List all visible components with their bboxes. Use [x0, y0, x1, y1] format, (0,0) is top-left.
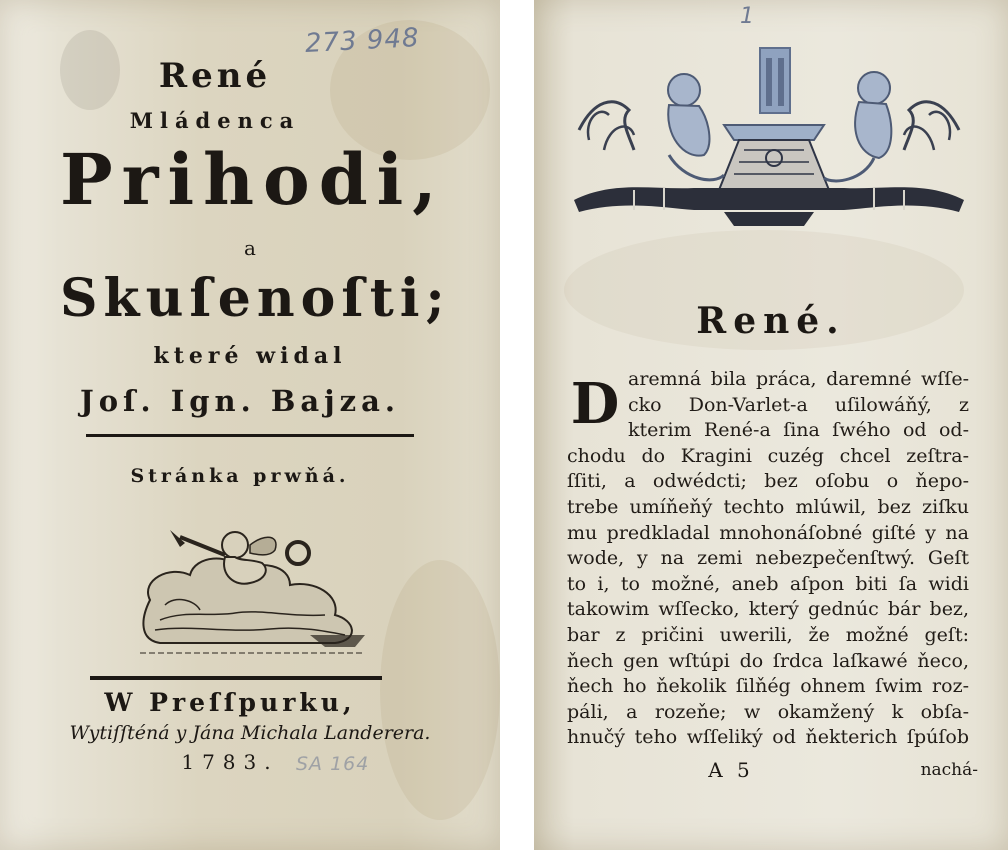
text-line: cko Don-Varlet-a uſilowáňý, z — [628, 393, 969, 416]
headpiece-ornament-image — [574, 40, 964, 230]
part-label: Stránka prwňá. — [130, 465, 350, 487]
title-subtitle: Mládenca — [129, 108, 301, 133]
text-line: bar z pričini uwerili, že možné geſt: — [567, 624, 969, 646]
text-line: ňech gen wſtúpi do ſrdca laſkawé ňeco, — [567, 649, 969, 672]
drop-cap: D — [570, 371, 620, 437]
text-line: chodu do Kragini cuzég chcel zeſtra- — [567, 444, 969, 467]
text-line: hnučý teho wſſeliký od ňekterich ſpúſob — [567, 726, 969, 749]
text-line: kterim René-a ſina ſwého od od- — [628, 419, 969, 442]
text-line: ſſiti, a odwédcti; bez oſobu o ňepo- — [567, 470, 969, 493]
text-line: to i, to možné, aneb aſpon biti ſa widi — [567, 572, 969, 595]
shelfmark-bottom: SA 164 — [296, 753, 370, 775]
chapter-heading: René. — [696, 300, 846, 342]
which-saw: které widal — [153, 343, 347, 369]
text-page — [534, 0, 1008, 850]
title-rene: René — [158, 56, 272, 96]
divider-rule — [90, 676, 382, 680]
title-conjunction: a — [244, 236, 256, 260]
title-second: Skuſenoſti; — [60, 268, 451, 329]
divider-rule — [86, 434, 414, 437]
text-line: wode, y na zemi nebezpečenſtwý. Geſt — [567, 547, 969, 570]
text-line: ňech ho ňekolik ſilňég ohnem ſwim roz- — [567, 675, 969, 698]
title-page — [0, 0, 500, 850]
author: Joſ. Ign. Bajza. — [79, 384, 400, 418]
imprint-printer: Wytiſſténá y Jána Michala Landerera. — [69, 722, 431, 744]
pencil-mark: 1 — [740, 4, 755, 29]
imprint-year: 1783. — [181, 750, 279, 774]
text-line: takowim wſſecko, který gednúc bár bez, — [567, 598, 969, 621]
title-main: Prihodi, — [60, 138, 446, 221]
shelfmark-top: 273 948 — [304, 23, 421, 59]
text-line: aremná bila práca, daremné wſſe- — [628, 368, 969, 390]
catchword: nachá- — [920, 760, 978, 780]
signature-mark: A 5 — [708, 758, 754, 782]
text-line: páli, a rozeňe; w okamžený k obſa- — [567, 700, 969, 723]
imprint-city: W Preſſpurku, — [104, 688, 356, 717]
text-line: mu predkladal mnohonáſobné giſté y na — [567, 521, 969, 544]
text-line: trebe umíňeňý techto mlúwil, bez ziſku — [567, 496, 969, 518]
cherub-vignette-image — [140, 525, 365, 660]
